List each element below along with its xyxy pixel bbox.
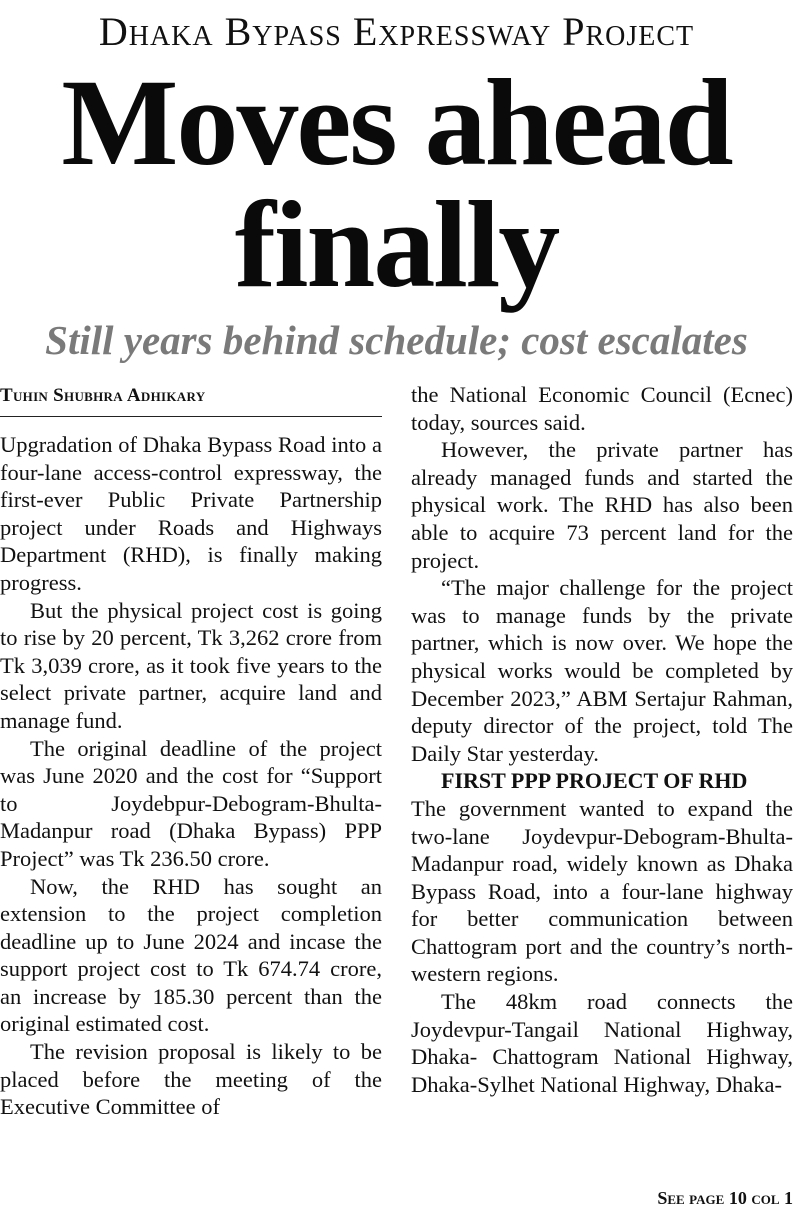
paragraph: Now, the RHD has sought an extension to the project completion deadline up to June 2024 and incase the support project cost to Tk 674.74 crore, an increase by 185.30 percent than the original estimated cost.: [0, 873, 382, 1037]
article-column-left: [0, 431, 382, 1121]
paragraph: The government wanted to expand the two-lane Joydevpur-Debogram-Bhulta-Madanpur road, widely known as Dhaka Bypass Road, into a four-lane highway for better communication between Chattogram port and the country’s north-western regions.: [411, 795, 793, 987]
headline: [0, 54, 793, 313]
paragraph: But the physical project cost is going to rise by 20 percent, Tk 3,262 crore from Tk 3,039 crore, as it took five years to the select private partner, acquire land and manage fund.: [0, 597, 382, 733]
paragraph: “The major challenge for the project was to manage funds by the private partner, which is now over. We hope the physical works would be completed by December 2023,” ABM Sertajur Rahman, deputy director of the project, told The Daily Star yesterday.: [411, 575, 793, 766]
paragraph: Upgradation of Dhaka Bypass Road into a four-lane access-control expressway, the first-ever Public Private Partnership project under Roads and Highways Department (RHD), is finally making progress.: [0, 432, 382, 595]
article-column-right: [411, 381, 793, 1098]
paragraph: The revision proposal is likely to be placed before the meeting of the Executive Committee of: [0, 1039, 382, 1120]
deck-subheadline: Still years behind schedule; cost escalates: [45, 317, 748, 363]
paragraph: The 48km road connects the Joydevpur-Tangail National Highway, Dhaka- Chattogram National Highway, Dhaka-Sylhet National Highway, Dhaka-: [411, 989, 793, 1097]
byline: Tuhin Shubhra Adhikary: [0, 385, 206, 406]
continued-jump-line: See page 10 col 1: [657, 1188, 793, 1208]
headline-line-2: finally: [234, 176, 559, 313]
paragraph-continued: the National Economic Council (Ecnec) today, sources said.: [411, 382, 793, 435]
paragraph: However, the private partner has already managed funds and started the physical work. The RHD has also been able to acquire 73 percent land for the project.: [411, 437, 793, 573]
section-subhead: FIRST PPP PROJECT OF RHD: [441, 768, 748, 794]
paragraph: The original deadline of the project was June 2020 and the cost for “Support to Joydebpur-Debogram-Bhulta-Madanpur road (Dhaka Bypass) PPP Project” was Tk 236.50 crore.: [0, 735, 382, 871]
byline-rule: [0, 416, 382, 417]
headline-line-1: Moves ahead: [61, 54, 732, 191]
kicker: Dhaka Bypass Expressway Project: [98, 9, 695, 54]
